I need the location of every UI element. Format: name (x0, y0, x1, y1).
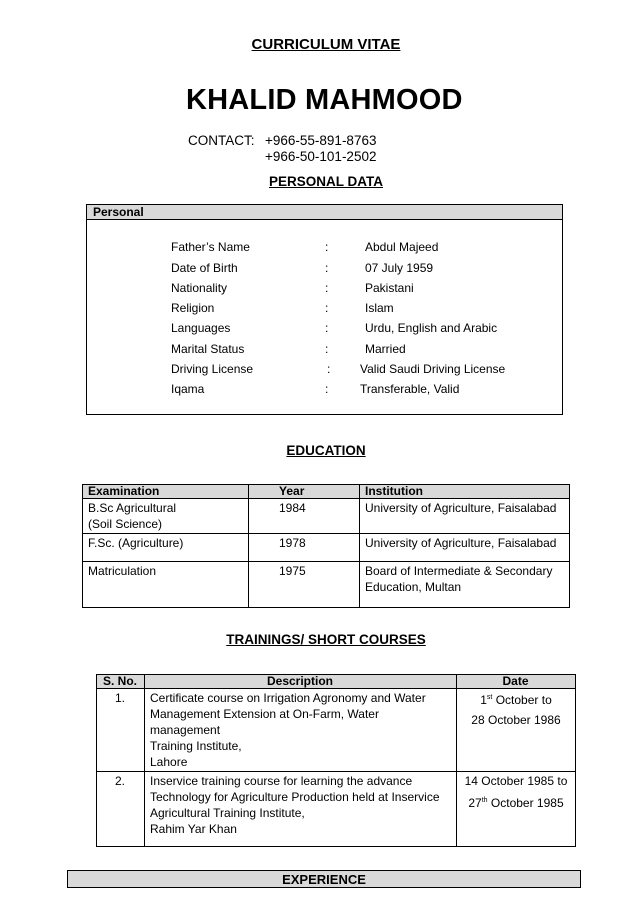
education-heading: EDUCATION (286, 443, 366, 458)
edu-institution-line: University of Agriculture, Faisalabad (365, 501, 557, 515)
edu-header-examination: Examination (83, 485, 249, 499)
training-date-day: 1 (480, 693, 487, 707)
trainings-heading: TRAININGS/ SHORT COURSES (226, 632, 426, 647)
trainings-table-body (97, 689, 576, 847)
personal-field-label: Marital Status (171, 342, 245, 356)
personal-field-value: Abdul Majeed (365, 240, 439, 254)
edu-institution-line: University of Agriculture, Faisalabad (365, 536, 557, 550)
training-description-line: Technology for Agriculture Production held at Inservice (150, 790, 440, 804)
personal-field-colon: : (325, 240, 329, 254)
edu-examination-cell (83, 499, 249, 534)
personal-field-value: Transferable, Valid (360, 382, 460, 396)
training-date-cell (457, 689, 576, 772)
personal-field-colon: : (325, 281, 329, 295)
document-title: CURRICULUM VITAE (251, 36, 401, 53)
training-description-line: Agricultural Training Institute, (150, 806, 305, 820)
train-header-description: Description (145, 675, 457, 689)
personal-data-heading: PERSONAL DATA (268, 174, 383, 189)
training-date-line (459, 712, 573, 728)
personal-field-label: Date of Birth (171, 261, 238, 275)
training-date-line (459, 690, 573, 708)
contact-phone-1: +966-55-891-8763 (265, 133, 377, 148)
personal-box (86, 204, 563, 415)
personal-field-colon: : (327, 362, 331, 376)
training-date-ordinal: th (481, 797, 488, 804)
edu-year-cell: 1984 (249, 499, 360, 534)
edu-examination-line: B.Sc Agricultural (88, 501, 177, 515)
personal-field-value: Urdu, English and Arabic (365, 321, 498, 335)
training-description-line: Management Extension at On-Farm, Water management (150, 707, 379, 737)
personal-field-colon: : (325, 342, 329, 356)
contact-phone-2: +966-50-101-2502 (265, 149, 377, 164)
personal-field-label: Nationality (171, 281, 228, 295)
edu-header-year: Year (249, 485, 360, 499)
train-header-sno: S. No. (97, 675, 145, 689)
edu-year-cell: 1975 (249, 562, 360, 608)
training-date-line (459, 773, 573, 789)
contact-label: CONTACT: (188, 133, 255, 148)
table-row (97, 772, 576, 847)
trainings-table (96, 674, 576, 847)
edu-institution-line: Board of Intermediate & Secondary (365, 564, 553, 578)
edu-year-cell: 1978 (249, 534, 360, 562)
edu-header-institution: Institution (360, 485, 570, 499)
personal-field-colon: : (325, 382, 329, 396)
training-date-rest: October to (492, 693, 552, 707)
training-date-rest: October 1985 (487, 796, 564, 810)
train-header-date: Date (457, 675, 576, 689)
edu-examination-line: Matriculation (88, 564, 157, 578)
edu-institution-cell (360, 499, 570, 534)
personal-field-colon: : (325, 301, 329, 315)
edu-institution-cell (360, 562, 570, 608)
personal-box-header: Personal (87, 205, 562, 220)
personal-field-label: Father’s Name (171, 240, 250, 254)
personal-field-colon: : (325, 261, 329, 275)
training-date-day: 27 (468, 796, 482, 810)
candidate-name: KHALID MAHMOOD (186, 84, 463, 116)
experience-heading: EXPERIENCE (67, 870, 581, 888)
personal-field-value: Married (365, 342, 406, 356)
edu-examination-line: F.Sc. (Agriculture) (88, 536, 184, 550)
training-description-line: Lahore (150, 755, 188, 769)
edu-institution-line: Education, Multan (365, 580, 462, 594)
personal-field-value: Valid Saudi Driving License (360, 362, 506, 376)
personal-field-value: 07 July 1959 (365, 261, 434, 275)
training-date-cell (457, 772, 576, 847)
personal-field-value: Islam (365, 301, 394, 315)
education-table (82, 484, 570, 608)
edu-examination-line: (Soil Science) (88, 517, 163, 531)
training-description-line: Rahim Yar Khan (150, 822, 237, 836)
edu-examination-cell (83, 562, 249, 608)
table-row (83, 499, 570, 534)
personal-field-label: Driving License (171, 362, 254, 376)
personal-field-label: Iqama (171, 382, 205, 396)
training-date-line (459, 793, 573, 811)
table-row (83, 562, 570, 608)
training-description-cell (145, 689, 457, 772)
personal-field-label: Languages (171, 321, 231, 335)
training-sno-cell: 1. (97, 689, 145, 772)
training-description-line: Training Institute, (150, 739, 242, 753)
training-description-cell (145, 772, 457, 847)
personal-field-label: Religion (171, 301, 215, 315)
edu-examination-cell (83, 534, 249, 562)
personal-field-value: Pakistani (365, 281, 414, 295)
training-date-ordinal: st (486, 694, 493, 701)
training-description-line: Certificate course on Irrigation Agronomy and Water (150, 691, 426, 705)
personal-field-colon: : (325, 321, 329, 335)
training-description-line: Inservice training course for learning the advance (150, 774, 413, 788)
training-sno-cell: 2. (97, 772, 145, 847)
training-date-day: 28 October 1986 (471, 713, 561, 727)
table-row (97, 689, 576, 772)
training-date-day: 14 October 1985 to (464, 774, 568, 788)
edu-institution-cell (360, 534, 570, 562)
education-table-body (83, 499, 570, 608)
table-row (83, 534, 570, 562)
